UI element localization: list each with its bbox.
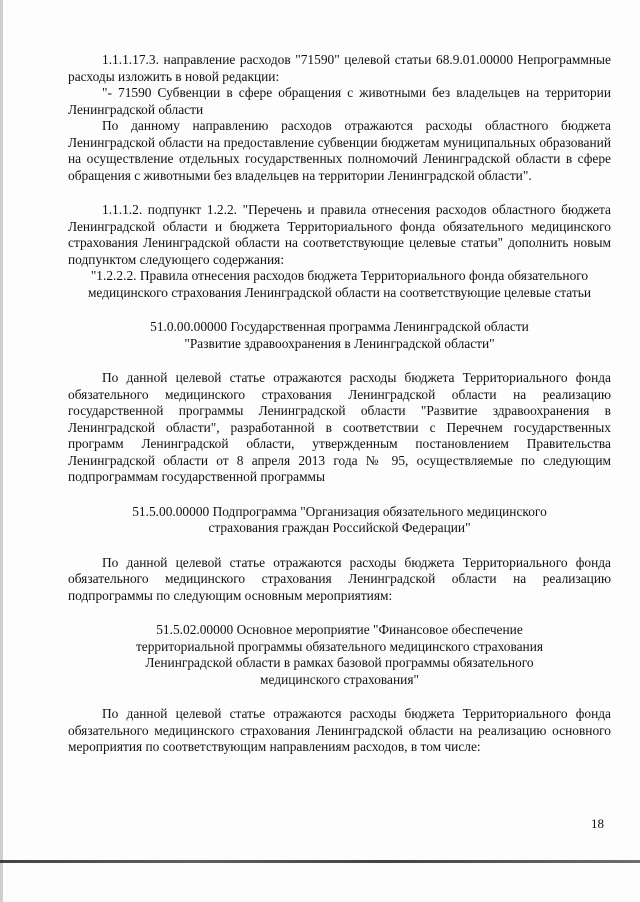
heading-1-2-2-2: "1.2.2.2. Правила отнесения расходов бюджета Территориального фонда обязательного медицинского страхования Ленинградской области на соответствующие целевые статьи [87,268,592,300]
document-body [68,52,611,756]
heading-51-0: 51.0.00.00000 Государственная программа Ленинградской области "Развитие здравоохранения в Ленинградской области" [150,319,529,351]
paragraph-1-1-1-17-3: 1.1.1.17.3. направление расходов "71590" целевой статьи 68.9.01.00000 Непрограммные расходы изложить в новой редакции: [68,52,611,84]
paragraph-71590-description: По данному направлению расходов отражаются расходы областного бюджета Ленинградской области на предоставление субвенции бюджетам муниципальных образований на осуществление отдельных государственных полномочий Ленинградской области в сфере обращения с животными без владельцев на территории Ленинградской области". [68,118,611,183]
paragraph-51-5-description: По данной целевой статье отражаются расходы бюджета Территориального фонда обязательного медицинского страхования Ленинградской области на реализацию подпрограммы по следующим основным мероприятиям: [68,554,611,603]
scan-artifact-line [0,860,640,863]
paragraph-1-1-1-2: 1.1.1.2. подпункт 1.2.2. "Перечень и правила отнесения расходов областного бюджета Ленинградской области и бюджета Территориального фонда обязательного медицинского страхования Ленинградской области на соответствующие целевые статьи" дополнить новым подпунктом следующего содержания: [68,202,611,267]
scan-edge [0,0,3,902]
paragraph-71590: "- 71590 Субвенции в сфере обращения с животными без владельцев на территории Ленинградской области [68,85,611,117]
heading-51-5: 51.5.00.00000 Подпрограмма "Организация обязательного медицинского страхования граждан Российской Федерации" [132,503,547,535]
paragraph-51-0-description: По данной целевой статье отражаются расходы бюджета Территориального фонда обязательного медицинского страхования Ленинградской области на реализацию государственной программы Ленинградской области "Развитие здравоохранения в Ленинградской области", разработанной в соответствии с Перечнем государственных программ Ленинградской области, утвержденным постановлением Правительства Ленинградской области от 8 апреля 2013 года № 95, осуществляемые по следующим подпрограммам государственной программы [68,370,611,484]
page-number: 18 [591,816,604,831]
paragraph-51-5-02-description: По данной целевой статье отражаются расходы бюджета Территориального фонда обязательного медицинского страхования Ленинградской области на реализацию основного мероприятия по соответствующим направлениям расходов, в том числе: [68,706,611,754]
heading-51-5-02: 51.5.02.00000 Основное мероприятие "Финансовое обеспечение территориальной программы обязательного медицинского страхования Ленинградской области в рамках базовой программы обязательного медицинского страхования" [135,622,544,687]
